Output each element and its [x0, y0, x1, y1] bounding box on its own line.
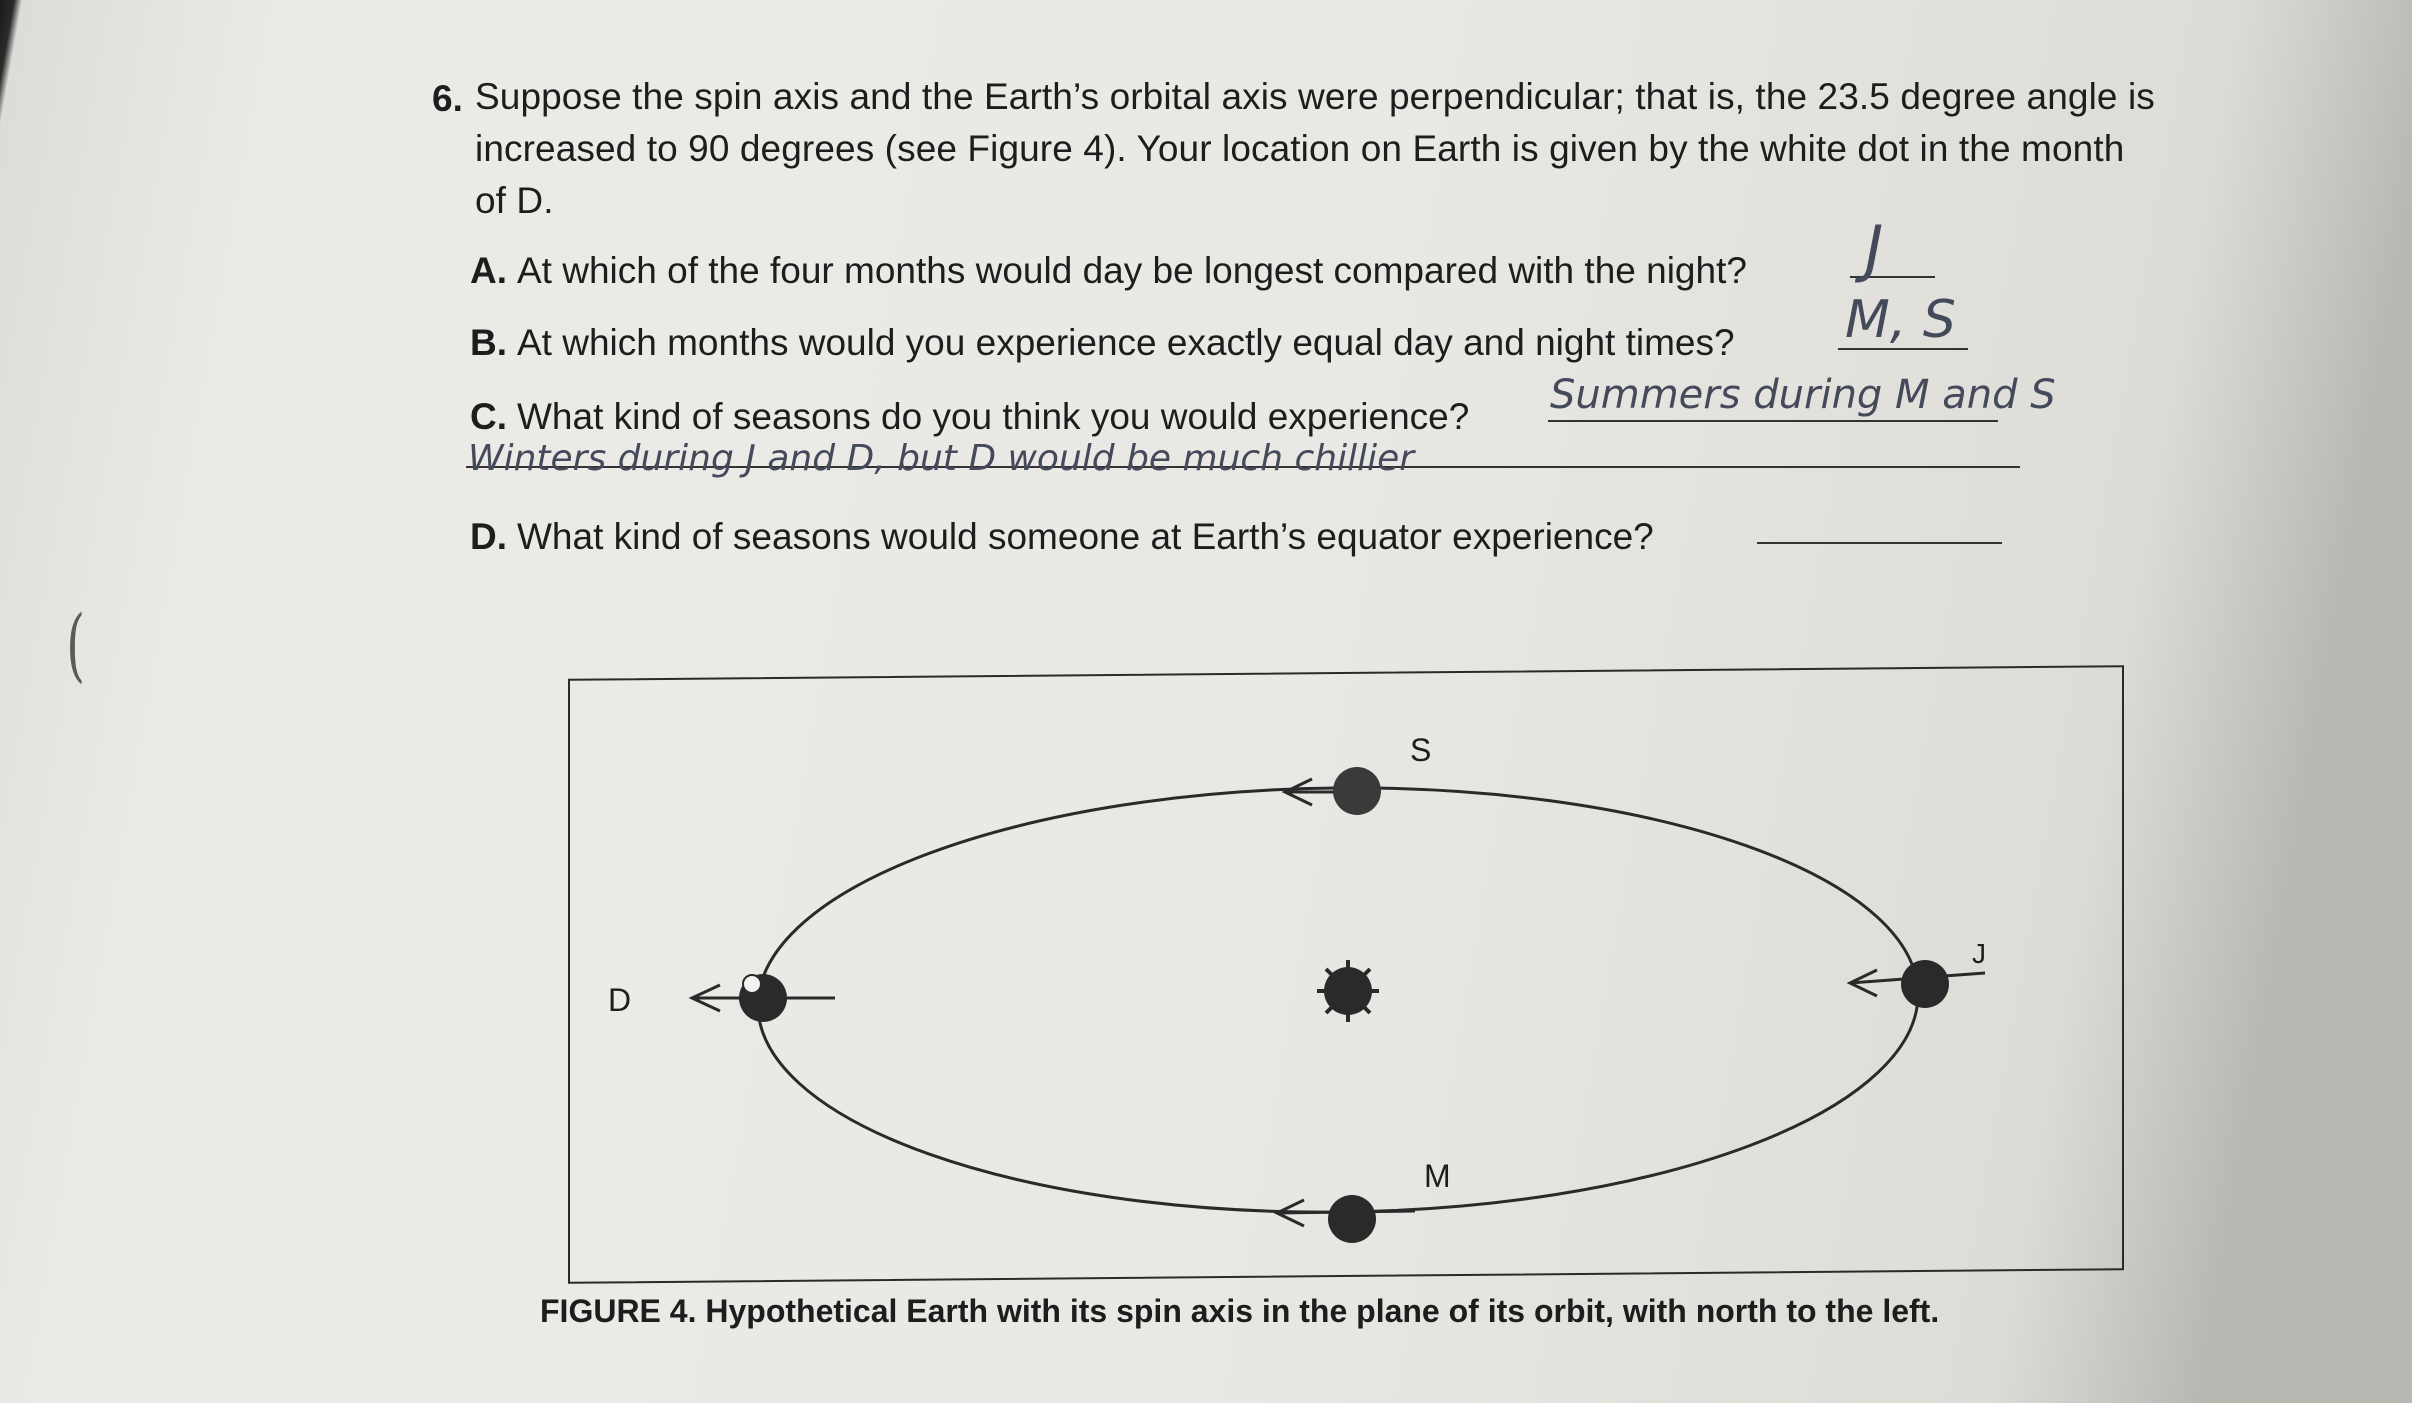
part-c-answer-2: Winters during J and D, but D would be much chillier — [468, 438, 1415, 479]
part-a-answer: J — [1865, 212, 1884, 285]
question-number: 6. — [432, 78, 463, 119]
part-d-text: What kind of seasons would someone at Earth’s equator experience? — [517, 516, 1654, 557]
part-a-letter: A. — [470, 250, 507, 291]
label-m: M — [1424, 1158, 1451, 1194]
question-line-3: of D. — [475, 180, 554, 221]
part-c-letter: C. — [470, 396, 507, 437]
label-d: D — [608, 982, 632, 1018]
earth-s — [1285, 767, 1381, 815]
earth-m — [1277, 1195, 1415, 1243]
question-line-2: increased to 90 degrees (see Figure 4). Your location on Earth is given by the white dot in the month — [475, 128, 2125, 169]
location-white-dot — [743, 975, 761, 993]
part-a-text: At which of the four months would day be longest compared with the night? — [517, 250, 1747, 291]
part-d-letter: D. — [470, 516, 507, 557]
part-b-text: At which months would you experience exactly equal day and night times? — [517, 322, 1735, 363]
part-c-text: What kind of seasons do you think you would experience? — [517, 396, 1470, 437]
question-line-1: Suppose the spin axis and the Earth’s orbital axis were perpendicular; that is, the 23.5 degree angle is — [475, 76, 2155, 117]
label-s: S — [1410, 732, 1432, 768]
label-j: J — [1972, 938, 1986, 969]
part-c-answer: Summers during M and S — [1550, 372, 2056, 418]
margin-mark: ( — [66, 598, 85, 691]
figure-caption: FIGURE 4. Hypothetical Earth with its spin axis in the plane of its orbit, with north to the left. — [540, 1293, 1940, 1329]
part-b-letter: B. — [470, 322, 507, 363]
sun-icon — [1317, 960, 1379, 1022]
part-b-answer: M, S — [1845, 290, 1956, 350]
earth-j — [1850, 960, 1985, 1008]
earth-d — [692, 974, 835, 1022]
